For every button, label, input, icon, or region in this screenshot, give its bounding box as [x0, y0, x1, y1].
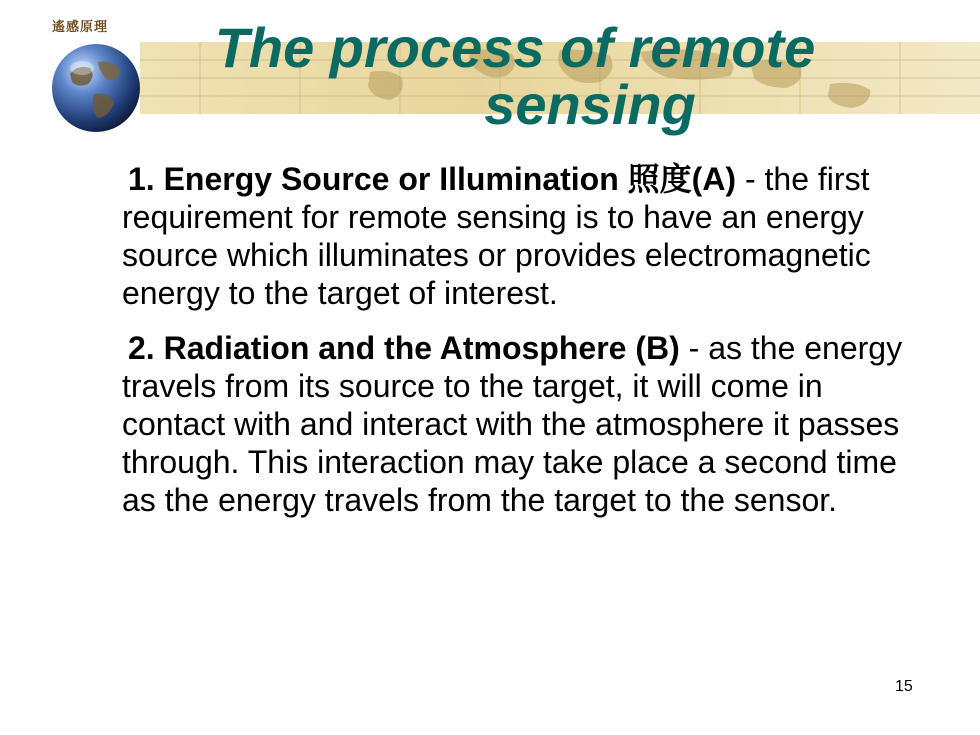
- slide-body: [122, 160, 912, 519]
- item-heading: 2. Radiation and the Atmosphere (B): [128, 330, 680, 366]
- globe-icon: [48, 40, 144, 136]
- page-number: 15: [895, 678, 913, 695]
- item-text: - the first requirement for remote sensing is to have an energy source which illuminates or provides electromagnetic energy to the target of interest.: [122, 161, 871, 311]
- logo-text: 遙感原理: [52, 20, 109, 35]
- list-item: [122, 329, 912, 519]
- slide-title: [150, 16, 950, 136]
- item-text: - as the energy travels from its source to the target, it will come in contact with and interact with the atmosphere it passes through. This interaction may take place a second time as the energy travels from the target to the sensor.: [122, 330, 903, 518]
- title-line-1: The process of remote: [214, 16, 816, 79]
- list-item: [122, 160, 912, 312]
- title-line-2: sensing: [484, 73, 696, 136]
- item-heading: 1. Energy Source or Illumination 照度(A): [128, 161, 737, 197]
